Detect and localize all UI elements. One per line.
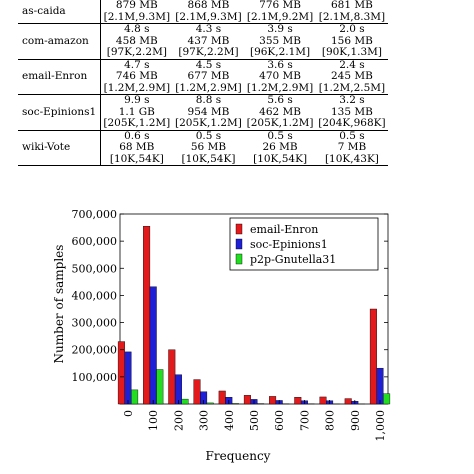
y-tick-label: 500,000 [71,262,117,276]
x-axis-ticks [122,400,387,442]
cell-mem: 677 MB [187,70,230,82]
cell-mem: 56 MB [190,141,227,153]
cell-mem: 470 MB [259,70,301,82]
table-row [18,24,388,60]
cell-dims: [1.2M,2.5M] [318,81,386,94]
legend-label: p2p-Gnutella31 [250,253,337,266]
cell-mem: 681 MB [331,0,373,11]
bar-email-Enron [320,397,327,404]
y-tick-label: 400,000 [71,289,117,303]
table-row [18,59,388,95]
results-table-body [18,0,388,166]
bar-email-Enron [169,350,176,404]
cell-dims: [10K,54K] [181,152,236,165]
results-table-region [18,0,388,166]
dataset-name: wiki-Vote [18,130,101,166]
cell-dims: [10K,54K] [253,152,308,165]
legend-swatch [236,254,242,264]
cell-dims: [2.1M,9.3M] [175,10,242,23]
frequency-histogram [0,200,474,474]
bar-email-Enron [370,309,377,404]
cell-time: 8.8 s [195,94,222,106]
cell-dims: [2.1M,8.3M] [318,10,386,23]
bar-email-Enron [345,399,352,404]
bar-soc-Epinions1 [150,287,157,404]
cell-mem: 776 MB [259,0,301,11]
y-axis-label: Number of samples [52,244,66,364]
x-tick-label: 700 [298,410,312,431]
bar-soc-Epinions1 [125,352,132,404]
bar-email-Enron [244,395,251,404]
result-cell [101,24,173,60]
cell-dims: [204K,968K] [318,117,386,129]
x-tick-label: 400 [222,410,236,431]
bar-email-Enron [295,397,302,404]
cell-dims: [1.2M,2.9M] [175,81,242,94]
chart-legend [230,218,378,270]
legend-swatch [236,224,242,234]
cell-time: 2.4 s [339,58,365,71]
x-tick-label: 900 [348,410,362,431]
cell-dims: [10K,43K] [324,152,379,165]
dataset-name: email-Enron [18,59,101,95]
result-cell [244,59,316,95]
result-cell [101,95,173,131]
cell-time: 4.7 s [124,58,150,71]
cell-dims: [97K,2.2M] [106,46,167,58]
cell-time: 3.2 s [339,94,365,106]
bar-email-Enron [194,380,201,404]
y-tick-label: 600,000 [71,235,117,249]
cell-mem: 355 MB [259,34,301,47]
result-cell [101,130,173,166]
cell-mem: 245 MB [331,70,373,82]
result-cell [173,24,245,60]
y-tick-label: 300,000 [71,316,117,330]
x-tick-label: 600 [273,410,287,431]
result-cell [244,130,316,166]
x-axis-label: Frequency [205,449,271,463]
result-cell [173,0,245,24]
cell-mem: 879 MB [115,0,158,11]
result-cell [316,24,388,60]
cell-dims: [90K,1.3M] [321,46,383,58]
legend-label: soc-Epinions1 [250,238,328,251]
cell-mem: 954 MB [187,105,230,118]
cell-time: 3.9 s [267,23,293,35]
cell-mem: 26 MB [262,141,298,153]
cell-mem: 7 MB [337,141,367,153]
cell-mem: 156 MB [331,34,373,47]
cell-mem: 746 MB [115,70,158,82]
cell-time: 0.5 s [195,129,222,142]
cell-mem: 135 MB [331,105,373,118]
cell-dims: [96K,2.1M] [249,46,311,58]
cell-dims: [205K,1.2M] [103,117,171,129]
dataset-name: com-amazon [18,24,101,60]
result-cell [101,59,173,95]
bar-email-Enron [118,342,125,404]
y-tick-label: 200,000 [71,343,117,357]
cell-mem: 68 MB [119,141,155,153]
cell-dims: [2.1M,9.2M] [246,10,314,23]
cell-time: 2.0 s [339,23,365,35]
bar-p2p-Gnutella31 [207,403,214,404]
result-cell [173,130,245,166]
cell-time: 5.6 s [267,94,293,106]
cell-mem: 437 MB [187,34,230,47]
bar-soc-Epinions1 [175,375,182,404]
cell-dims: [10K,54K] [109,152,164,165]
bar-p2p-Gnutella31 [157,370,164,404]
x-tick-label: 0 [122,410,135,417]
cell-time: 4.8 s [124,23,150,35]
cell-time: 0.5 s [267,129,293,142]
cell-mem: 868 MB [187,0,230,11]
result-cell [244,95,316,131]
bar-p2p-Gnutella31 [182,399,189,404]
bar-p2p-Gnutella31 [131,390,138,404]
result-cell [101,0,173,24]
x-tick-label: 200 [172,410,186,431]
result-cell [244,24,316,60]
cell-dims: [1.2M,2.9M] [103,81,171,94]
y-tick-label: 700,000 [71,208,117,221]
x-tick-label: 800 [323,410,337,431]
results-table [18,0,388,166]
cell-time: 4.3 s [195,23,222,35]
cell-time: 4.5 s [195,58,222,71]
y-tick-label: 100,000 [71,370,117,384]
dataset-name: as-caida [18,0,101,24]
cell-dims: [97K,2.2M] [178,46,239,58]
table-row [18,0,388,24]
table-row [18,95,388,131]
bar-p2p-Gnutella31 [232,403,239,404]
cell-dims: [1.2M,2.9M] [246,81,314,94]
cell-mem: 458 MB [115,34,158,47]
dataset-name: soc-Epinions1 [18,95,101,131]
bar-soc-Epinions1 [377,368,384,404]
bar-p2p-Gnutella31 [383,394,390,404]
cell-time: 0.5 s [339,129,365,142]
cell-mem: 462 MB [259,105,301,118]
cell-time: 3.6 s [267,58,293,71]
result-cell [173,59,245,95]
result-cell [244,0,316,24]
cell-time: 0.6 s [124,129,150,142]
x-tick-label: 300 [197,410,211,431]
table-row [18,130,388,166]
cell-mem: 1.1 GB [118,105,155,118]
cell-dims: [205K,1.2M] [175,117,242,129]
x-tick-label: 1,000 [374,410,387,442]
result-cell [173,95,245,131]
cell-dims: [2.1M,9.3M] [103,10,171,23]
legend-label: email-Enron [250,223,319,236]
x-tick-label: 500 [248,410,261,431]
bar-email-Enron [219,391,226,404]
result-cell [316,0,388,24]
bar-email-Enron [143,226,150,404]
cell-dims: [205K,1.2M] [246,117,314,129]
result-cell [316,130,388,166]
cell-time: 9.9 s [124,94,150,106]
result-cell [316,59,388,95]
bar-email-Enron [269,396,276,404]
result-cell [316,95,388,131]
legend-swatch [236,239,242,249]
x-tick-label: 100 [147,410,161,431]
